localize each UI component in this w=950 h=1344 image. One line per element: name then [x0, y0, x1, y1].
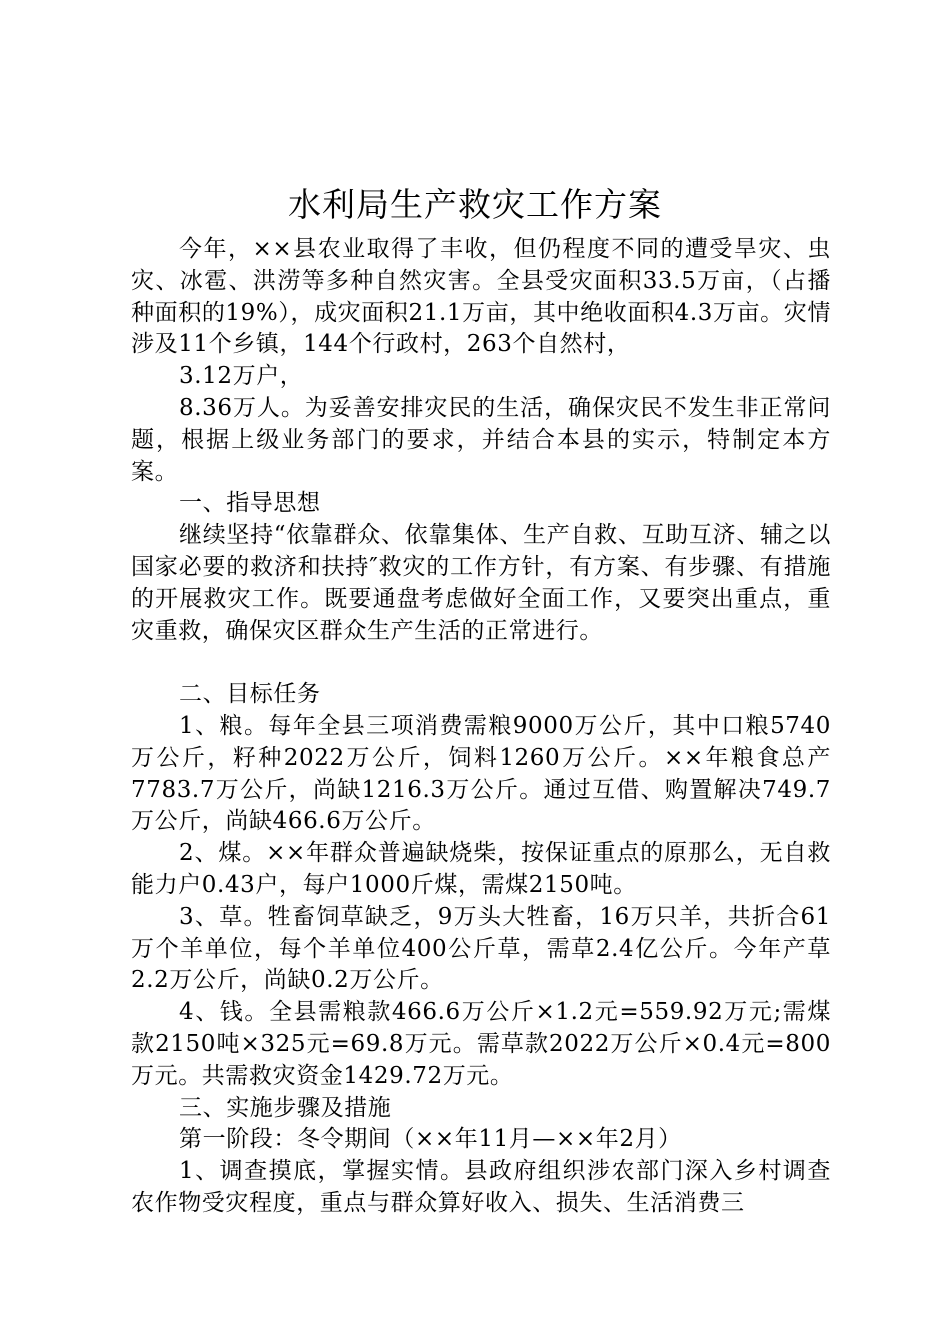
- section-heading-steps: 三、实施步骤及措施: [179, 1094, 392, 1121]
- target-grain-paragraph: 1、粮。每年全县三项消费需粮9000万公斤，其中口粮5740万公斤，籽种2022万公斤，饲料1260万公斤。××年粮食总产7783.7万公斤，尚缺1216.3万公斤。通过互借、购置解决749.7万公斤，尚缺466.6万公斤。: [131, 712, 831, 835]
- intro-paragraph: 今年，××县农业取得了丰收，但仍程度不同的遭受旱灾、虫灾、冰雹、洪涝等多种自然灾害。全县受灾面积33.5万亩，（占播种面积的19%），成灾面积21.1万亩，其中绝收面积4.3万亩。灾情涉及11个乡镇，144个行政村，263个自然村，: [131, 236, 831, 358]
- stage-one-heading: 第一阶段：冬令期间（××年11月—××年2月）: [179, 1126, 682, 1153]
- target-grass-paragraph: 3、草。牲畜饲草缺乏，9万头大牲畜，16万只羊，共折合61万个羊单位，每个羊单位400公斤草，需草2.4亿公斤。今年产草2.2万公斤，尚缺0.2万公斤。: [131, 903, 831, 994]
- section-heading-guiding-thought: 一、指导思想: [179, 490, 321, 517]
- section-heading-targets: 二、目标任务: [179, 681, 321, 708]
- target-money-paragraph: 4、钱。全县需粮款466.6万公斤×1.2元=559.92万元;需煤款2150吨×325元=69.8万元。需草款2022万公斤×0.4元=800万元。共需救灾资金1429.72万元。: [131, 999, 831, 1089]
- target-coal-paragraph: 2、煤。××年群众普遍缺烧柴，按保证重点的原那么，无自救能力户0.43户，每户1000斤煤，需煤2150吨。: [131, 840, 831, 898]
- guiding-thought-paragraph: 继续坚持“依靠群众、依靠集体、生产自救、互助互济、辅之以国家必要的救济和扶持″救灾的工作方针，有方案、有步骤、有措施的开展救灾工作。既要通盘考虑做好全面工作，又要突出重点，重灾重救，确保灾区群众生产生活的正常进行。: [131, 522, 831, 644]
- households-line: 3.12万户，: [179, 363, 304, 390]
- stage-one-item-paragraph: 1、调查摸底，掌握实情。县政府组织涉农部门深入乡村调查农作物受灾程度，重点与群众算好收入、损失、生活消费三: [131, 1158, 831, 1216]
- document-title: 水利局生产救灾工作方案: [288, 185, 662, 224]
- document-body: [131, 234, 831, 1220]
- paragraph-spacer: [131, 647, 831, 679]
- people-paragraph: 8.36万人。为妥善安排灾民的生活，确保灾民不发生非正常问题，根据上级业务部门的要求，并结合本县的实示，特制定本方案。: [131, 394, 831, 485]
